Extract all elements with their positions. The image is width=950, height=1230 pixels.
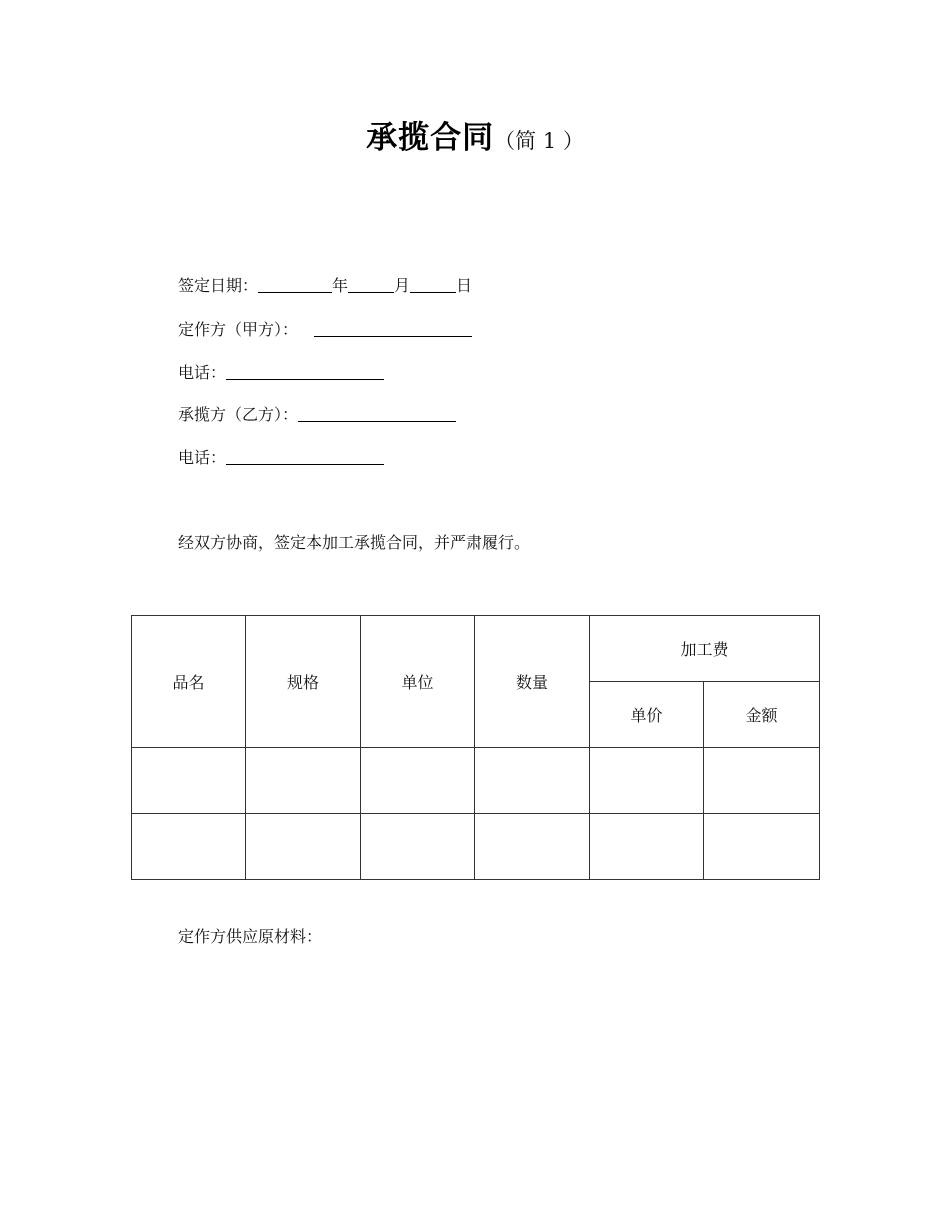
year-blank[interactable]	[258, 276, 332, 293]
sign-date-field	[178, 276, 472, 296]
phone-a-blank[interactable]	[226, 363, 384, 380]
phone-b-blank[interactable]	[226, 448, 384, 465]
header-product-name: 品名	[132, 616, 246, 748]
materials-label: 定作方供应原材料：	[178, 927, 323, 946]
phone-a-label: 电话：	[178, 363, 227, 382]
table-cell[interactable]	[704, 814, 820, 880]
table-cell[interactable]	[704, 748, 820, 814]
phone-b-field	[178, 448, 384, 468]
party-a-label: 定作方（甲方）：	[178, 320, 299, 339]
phone-a-field	[178, 363, 384, 383]
table-cell[interactable]	[590, 814, 704, 880]
processing-table	[131, 615, 820, 880]
table-header-row-1	[132, 616, 820, 682]
document-title	[0, 112, 950, 157]
title-main: 承揽合同	[366, 120, 495, 156]
header-processing-fee: 加工费	[590, 616, 820, 682]
table-cell[interactable]	[475, 814, 590, 880]
table-cell[interactable]	[475, 748, 590, 814]
table-cell[interactable]	[246, 748, 361, 814]
header-quantity: 数量	[475, 616, 590, 748]
party-a-field	[178, 320, 472, 340]
day-label: 日	[456, 276, 473, 295]
header-spec: 规格	[246, 616, 361, 748]
table-row	[132, 814, 820, 880]
table-cell[interactable]	[361, 814, 475, 880]
header-unit: 单位	[361, 616, 475, 748]
month-blank[interactable]	[348, 276, 394, 293]
intro-paragraph: 经双方协商，签定本加工承揽合同，并严肃履行。	[178, 533, 531, 552]
title-sub: （简 1 ）	[494, 129, 584, 153]
header-unit-price: 单价	[590, 682, 704, 748]
phone-b-label: 电话：	[178, 448, 227, 467]
party-a-blank[interactable]	[314, 320, 472, 337]
month-label: 月	[394, 276, 411, 295]
table-cell[interactable]	[132, 748, 246, 814]
table-row	[132, 748, 820, 814]
year-label: 年	[332, 276, 349, 295]
table-cell[interactable]	[590, 748, 704, 814]
table-cell[interactable]	[246, 814, 361, 880]
day-blank[interactable]	[410, 276, 456, 293]
sign-date-label: 签定日期：	[178, 276, 259, 295]
party-b-field	[178, 405, 456, 425]
table-cell[interactable]	[132, 814, 246, 880]
party-b-label: 承揽方（乙方）：	[178, 405, 299, 424]
party-b-blank[interactable]	[298, 405, 456, 422]
header-amount: 金额	[704, 682, 820, 748]
table-cell[interactable]	[361, 748, 475, 814]
